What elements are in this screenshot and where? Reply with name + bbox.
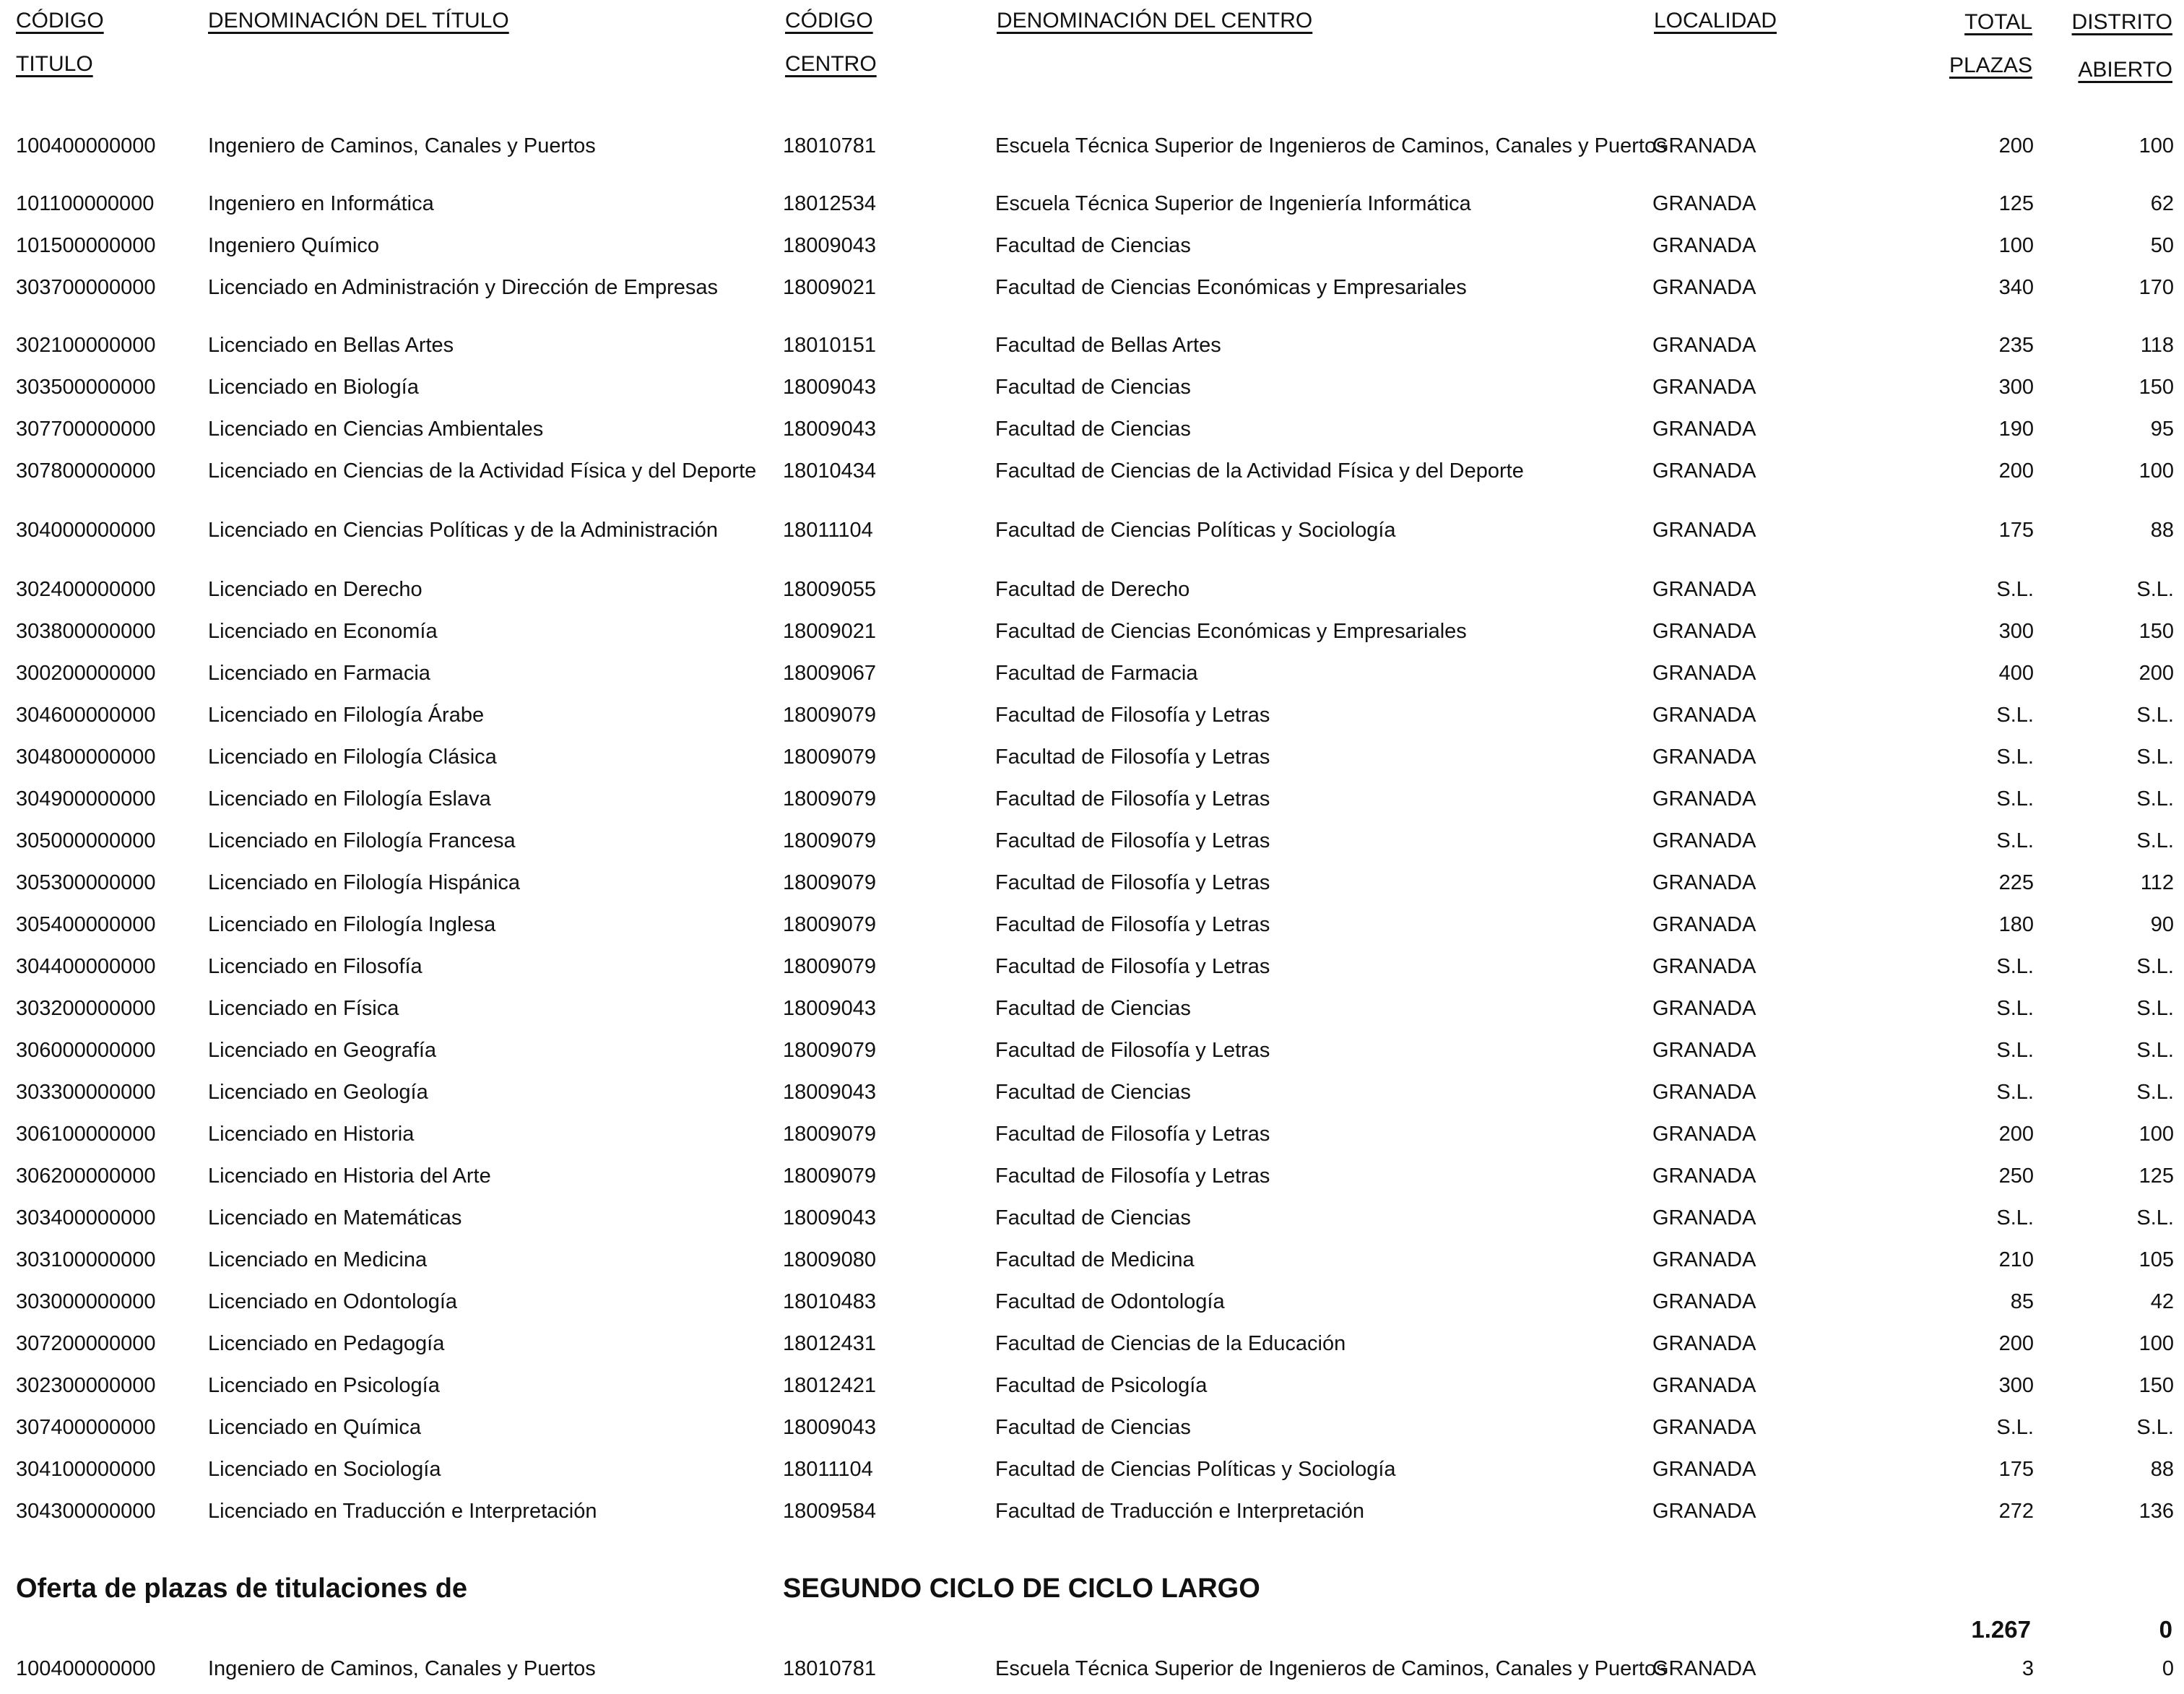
cell-denominacion-titulo: Licenciado en Derecho [208, 578, 422, 601]
header-total: TOTAL [1964, 10, 2032, 34]
cell-codigo-titulo: 304000000000 [16, 519, 156, 542]
cell-codigo-titulo: 303800000000 [16, 620, 156, 643]
cell-localidad: GRANADA [1652, 1206, 1756, 1230]
cell-distrito-abierto: S.L. [2136, 704, 2174, 727]
cell-total-plazas: 85 [2010, 1290, 2034, 1313]
cell-localidad: GRANADA [1652, 1164, 1756, 1188]
cell-total-plazas: 175 [1998, 519, 2034, 542]
cell-localidad: GRANADA [1652, 276, 1756, 299]
cell-total-plazas: 200 [1998, 459, 2034, 483]
cell-total-plazas: S.L. [1996, 997, 2034, 1020]
cell-denominacion-titulo: Licenciado en Economía [208, 620, 438, 643]
cell-codigo-centro: 18009043 [783, 1206, 877, 1230]
cell-total-plazas: 100 [1998, 234, 2034, 257]
cell-codigo-centro: 18009079 [783, 746, 877, 769]
cell-codigo-centro: 18012421 [783, 1374, 877, 1397]
cell-codigo-centro: 18011104 [783, 1458, 873, 1481]
header-denominacion-centro: DENOMINACIÓN DEL CENTRO [997, 9, 1313, 33]
cell-denominacion-titulo: Licenciado en Química [208, 1416, 421, 1439]
cell-distrito-abierto: S.L. [2136, 746, 2174, 769]
table-row [0, 1654, 2184, 1690]
cell-codigo-centro: 18009079 [783, 1164, 877, 1188]
cell-denominacion-centro: Facultad de Filosofía y Letras [995, 746, 1270, 769]
cell-denominacion-titulo: Licenciado en Odontología [208, 1290, 458, 1313]
cell-localidad: GRANADA [1652, 1123, 1756, 1146]
cell-denominacion-centro: Facultad de Ciencias Políticas y Sociología [995, 519, 1396, 542]
cell-denominacion-centro: Facultad de Filosofía y Letras [995, 913, 1270, 936]
header-total-line2: PLAZAS [1949, 53, 2032, 77]
cell-codigo-titulo: 303100000000 [16, 1248, 156, 1271]
cell-denominacion-titulo: Licenciado en Psicología [208, 1374, 440, 1397]
cell-denominacion-centro: Facultad de Ciencias [995, 1416, 1191, 1439]
table-row [0, 826, 2184, 863]
cell-codigo-titulo: 306000000000 [16, 1039, 156, 1062]
cell-codigo-titulo: 302100000000 [16, 334, 156, 357]
cell-localidad: GRANADA [1652, 829, 1756, 852]
cell-localidad: GRANADA [1652, 1374, 1756, 1397]
cell-distrito-abierto: 200 [2138, 662, 2174, 685]
cell-distrito-abierto: 170 [2138, 276, 2174, 299]
cell-total-plazas: 175 [1998, 1458, 2034, 1481]
cell-total-plazas: S.L. [1996, 704, 2034, 727]
cell-total-plazas: 200 [1998, 1332, 2034, 1355]
cell-localidad: GRANADA [1652, 997, 1756, 1020]
cell-codigo-centro: 18009079 [783, 1039, 877, 1062]
cell-codigo-centro: 18010781 [783, 1657, 877, 1680]
cell-localidad: GRANADA [1652, 459, 1756, 483]
cell-total-plazas: 200 [1998, 1123, 2034, 1146]
cell-total-plazas: 300 [1998, 376, 2034, 399]
cell-codigo-centro: 18009043 [783, 997, 877, 1020]
cell-distrito-abierto: 100 [2138, 134, 2174, 157]
cell-denominacion-titulo: Licenciado en Filología Inglesa [208, 913, 496, 936]
cell-denominacion-titulo: Licenciado en Farmacia [208, 662, 430, 685]
table-row [0, 659, 2184, 695]
cell-codigo-centro: 18009021 [783, 620, 877, 643]
cell-denominacion-centro: Facultad de Ciencias [995, 1081, 1191, 1104]
cell-localidad: GRANADA [1652, 1248, 1756, 1271]
cell-total-plazas: 300 [1998, 1374, 2034, 1397]
cell-denominacion-centro: Facultad de Ciencias de la Educación [995, 1332, 1346, 1355]
cell-total-plazas: S.L. [1996, 578, 2034, 601]
cell-codigo-titulo: 303700000000 [16, 276, 156, 299]
cell-denominacion-titulo: Licenciado en Bellas Artes [208, 334, 454, 357]
table-row [0, 189, 2184, 225]
cell-total-plazas: 125 [1998, 192, 2034, 215]
table-row [0, 1455, 2184, 1491]
cell-codigo-titulo: 303400000000 [16, 1206, 156, 1230]
cell-codigo-centro: 18009043 [783, 376, 877, 399]
cell-distrito-abierto: 62 [2150, 192, 2174, 215]
cell-localidad: GRANADA [1652, 787, 1756, 811]
cell-localidad: GRANADA [1652, 134, 1756, 157]
cell-denominacion-titulo: Ingeniero en Informática [208, 192, 434, 215]
cell-total-plazas: S.L. [1996, 787, 2034, 811]
cell-denominacion-titulo: Licenciado en Historia del Arte [208, 1164, 491, 1188]
cell-distrito-abierto: S.L. [2136, 1416, 2174, 1439]
table-row [0, 1413, 2184, 1449]
cell-denominacion-centro: Facultad de Filosofía y Letras [995, 1123, 1270, 1146]
cell-codigo-titulo: 302300000000 [16, 1374, 156, 1397]
cell-localidad: GRANADA [1652, 704, 1756, 727]
cell-localidad: GRANADA [1652, 620, 1756, 643]
cell-localidad: GRANADA [1652, 913, 1756, 936]
table-row [0, 1371, 2184, 1407]
cell-distrito-abierto: 100 [2138, 1332, 2174, 1355]
cell-codigo-centro: 18009067 [783, 662, 877, 685]
cell-distrito-abierto: S.L. [2136, 787, 2174, 811]
cell-denominacion-titulo: Licenciado en Filología Eslava [208, 787, 491, 811]
cell-codigo-titulo: 303000000000 [16, 1290, 156, 1313]
cell-codigo-titulo: 101100000000 [16, 192, 155, 215]
cell-codigo-titulo: 100400000000 [16, 134, 156, 157]
table-row [0, 743, 2184, 779]
cell-total-plazas: 400 [1998, 662, 2034, 685]
cell-codigo-centro: 18009080 [783, 1248, 877, 1271]
cell-codigo-centro: 18011104 [783, 519, 873, 542]
cell-codigo-titulo: 303200000000 [16, 997, 156, 1020]
cell-codigo-titulo: 304400000000 [16, 955, 156, 978]
cell-denominacion-centro: Facultad de Filosofía y Letras [995, 1164, 1270, 1188]
cell-denominacion-titulo: Ingeniero de Caminos, Canales y Puertos [208, 134, 596, 157]
cell-total-plazas: S.L. [1996, 1416, 2034, 1439]
cell-distrito-abierto: 118 [2140, 334, 2174, 357]
cell-distrito-abierto: S.L. [2136, 1081, 2174, 1104]
cell-codigo-centro: 18009079 [783, 787, 877, 811]
header-codigo-centro-line2: CENTRO [785, 52, 877, 76]
cell-codigo-centro: 18009055 [783, 578, 877, 601]
cell-codigo-centro: 18009021 [783, 276, 877, 299]
cell-denominacion-centro: Facultad de Ciencias [995, 997, 1191, 1020]
cell-localidad: GRANADA [1652, 578, 1756, 601]
table-row [0, 415, 2184, 451]
table-row [0, 273, 2184, 309]
header-denominacion-titulo: DENOMINACIÓN DEL TÍTULO [208, 9, 509, 33]
cell-codigo-centro: 18009079 [783, 871, 877, 894]
cell-denominacion-centro: Facultad de Filosofía y Letras [995, 829, 1270, 852]
cell-codigo-centro: 18009079 [783, 1123, 877, 1146]
cell-localidad: GRANADA [1652, 334, 1756, 357]
cell-codigo-titulo: 304300000000 [16, 1500, 156, 1523]
cell-total-plazas: S.L. [1996, 829, 2034, 852]
cell-distrito-abierto: 100 [2138, 459, 2174, 483]
cell-codigo-titulo: 304900000000 [16, 787, 156, 811]
cell-total-plazas: 3 [2022, 1657, 2034, 1680]
table-row [0, 1078, 2184, 1114]
cell-localidad: GRANADA [1652, 1500, 1756, 1523]
cell-distrito-abierto: 88 [2150, 1458, 2174, 1481]
cell-codigo-titulo: 307700000000 [16, 418, 156, 441]
cell-codigo-centro: 18009079 [783, 829, 877, 852]
table-row [0, 1036, 2184, 1072]
cell-localidad: GRANADA [1652, 1416, 1756, 1439]
cell-denominacion-centro: Facultad de Ciencias [995, 234, 1191, 257]
cell-denominacion-titulo: Licenciado en Geografía [208, 1039, 436, 1062]
cell-codigo-centro: 18010483 [783, 1290, 877, 1313]
cell-denominacion-centro: Facultad de Ciencias de la Actividad Física y del Deporte [995, 459, 1524, 483]
cell-codigo-centro: 18010434 [783, 459, 877, 483]
cell-denominacion-titulo: Ingeniero de Caminos, Canales y Puertos [208, 1657, 596, 1680]
cell-denominacion-centro: Facultad de Ciencias Económicas y Empresariales [995, 620, 1467, 643]
cell-denominacion-titulo: Licenciado en Ciencias de la Actividad Física y del Deporte [208, 459, 757, 483]
cell-distrito-abierto: 150 [2138, 376, 2174, 399]
cell-codigo-titulo: 303500000000 [16, 376, 156, 399]
cell-localidad: GRANADA [1652, 955, 1756, 978]
cell-total-plazas: 180 [1998, 913, 2034, 936]
cell-localidad: GRANADA [1652, 519, 1756, 542]
cell-codigo-centro: 18010781 [783, 134, 877, 157]
cell-total-plazas: 225 [1998, 871, 2034, 894]
table-row [0, 785, 2184, 821]
table-row [0, 994, 2184, 1030]
cell-total-plazas: 272 [1998, 1500, 2034, 1523]
cell-denominacion-titulo: Licenciado en Geología [208, 1081, 428, 1104]
total-distrito-sum: 0 [2159, 1616, 2172, 1643]
cell-denominacion-centro: Facultad de Farmacia [995, 662, 1198, 685]
table-row [0, 617, 2184, 653]
cell-total-plazas: 200 [1998, 134, 2034, 157]
cell-denominacion-titulo: Licenciado en Filología Hispánica [208, 871, 521, 894]
cell-codigo-titulo: 307800000000 [16, 459, 156, 483]
cell-distrito-abierto: 105 [2138, 1248, 2174, 1271]
table-row [0, 1287, 2184, 1323]
cell-codigo-titulo: 304800000000 [16, 746, 156, 769]
cell-codigo-titulo: 304100000000 [16, 1458, 156, 1481]
cell-denominacion-centro: Facultad de Filosofía y Letras [995, 1039, 1270, 1062]
cell-denominacion-titulo: Licenciado en Filología Francesa [208, 829, 516, 852]
cell-codigo-titulo: 100400000000 [16, 1657, 156, 1680]
cell-denominacion-titulo: Ingeniero Químico [208, 234, 379, 257]
cell-denominacion-titulo: Licenciado en Filología Clásica [208, 746, 497, 769]
cell-denominacion-centro: Facultad de Ciencias [995, 418, 1191, 441]
table-row [0, 575, 2184, 611]
cell-denominacion-titulo: Licenciado en Física [208, 997, 399, 1020]
cell-distrito-abierto: 150 [2138, 620, 2174, 643]
cell-codigo-titulo: 306100000000 [16, 1123, 156, 1146]
cell-denominacion-centro: Facultad de Ciencias [995, 1206, 1191, 1230]
cell-codigo-titulo: 305000000000 [16, 829, 156, 852]
cell-distrito-abierto: S.L. [2136, 1206, 2174, 1230]
cell-denominacion-centro: Facultad de Ciencias [995, 376, 1191, 399]
table-row [0, 701, 2184, 737]
header-localidad: LOCALIDAD [1654, 9, 1777, 33]
cell-total-plazas: 340 [1998, 276, 2034, 299]
cell-localidad: GRANADA [1652, 418, 1756, 441]
cell-denominacion-centro: Facultad de Filosofía y Letras [995, 955, 1270, 978]
cell-codigo-titulo: 302400000000 [16, 578, 156, 601]
table-row [0, 868, 2184, 904]
cell-denominacion-titulo: Licenciado en Filología Árabe [208, 704, 485, 727]
cell-denominacion-centro: Facultad de Ciencias Políticas y Sociología [995, 1458, 1396, 1481]
table-row [0, 1120, 2184, 1156]
cell-total-plazas: S.L. [1996, 1039, 2034, 1062]
cell-denominacion-centro: Escuela Técnica Superior de Ingeniería Informática [995, 192, 1471, 215]
table-row [0, 131, 2184, 168]
cell-denominacion-centro: Facultad de Medicina [995, 1248, 1195, 1271]
cell-distrito-abierto: 95 [2150, 418, 2174, 441]
cell-total-plazas: 235 [1998, 334, 2034, 357]
cell-distrito-abierto: S.L. [2136, 829, 2174, 852]
cell-codigo-titulo: 101500000000 [16, 234, 156, 257]
cell-codigo-titulo: 306200000000 [16, 1164, 156, 1188]
cell-codigo-titulo: 307400000000 [16, 1416, 156, 1439]
table-row [0, 1497, 2184, 1533]
cell-total-plazas: S.L. [1996, 1081, 2034, 1104]
cell-codigo-centro: 18012534 [783, 192, 877, 215]
cell-distrito-abierto: S.L. [2136, 997, 2174, 1020]
cell-localidad: GRANADA [1652, 192, 1756, 215]
cell-denominacion-centro: Facultad de Filosofía y Letras [995, 704, 1270, 727]
cell-denominacion-centro: Facultad de Odontología [995, 1290, 1225, 1313]
cell-distrito-abierto: 90 [2150, 913, 2174, 936]
cell-distrito-abierto: S.L. [2136, 1039, 2174, 1062]
header-distrito-line2: ABIERTO [2078, 58, 2172, 82]
cell-denominacion-centro: Escuela Técnica Superior de Ingenieros de Caminos, Canales y Puertos [995, 1657, 1667, 1680]
cell-denominacion-titulo: Licenciado en Pedagogía [208, 1332, 445, 1355]
table-row [0, 516, 2184, 552]
cell-localidad: GRANADA [1652, 871, 1756, 894]
cell-localidad: GRANADA [1652, 1458, 1756, 1481]
table-row [0, 1245, 2184, 1282]
cell-denominacion-titulo: Licenciado en Ciencias Ambientales [208, 418, 544, 441]
cell-denominacion-titulo: Licenciado en Biología [208, 376, 419, 399]
cell-codigo-centro: 18009043 [783, 1081, 877, 1104]
cell-localidad: GRANADA [1652, 746, 1756, 769]
table-row [0, 231, 2184, 267]
header-distrito: DISTRITO [2071, 10, 2172, 34]
cell-distrito-abierto: 150 [2138, 1374, 2174, 1397]
cell-codigo-centro: 18009584 [783, 1500, 877, 1523]
cell-localidad: GRANADA [1652, 1290, 1756, 1313]
cell-total-plazas: S.L. [1996, 955, 2034, 978]
cell-denominacion-centro: Facultad de Traducción e Interpretación [995, 1500, 1365, 1523]
section-title-right: SEGUNDO CICLO DE CICLO LARGO [783, 1573, 1260, 1604]
cell-codigo-centro: 18009043 [783, 234, 877, 257]
cell-denominacion-titulo: Licenciado en Traducción e Interpretación [208, 1500, 597, 1523]
cell-distrito-abierto: 88 [2150, 519, 2174, 542]
cell-localidad: GRANADA [1652, 662, 1756, 685]
cell-localidad: GRANADA [1652, 1081, 1756, 1104]
cell-distrito-abierto: 125 [2138, 1164, 2174, 1188]
cell-codigo-titulo: 305400000000 [16, 913, 156, 936]
cell-denominacion-titulo: Licenciado en Medicina [208, 1248, 428, 1271]
cell-codigo-titulo: 307200000000 [16, 1332, 156, 1355]
total-plazas-sum: 1.267 [1971, 1616, 2031, 1643]
cell-denominacion-titulo: Licenciado en Administración y Dirección de Empresas [208, 276, 719, 299]
table-row [0, 910, 2184, 946]
cell-denominacion-centro: Facultad de Bellas Artes [995, 334, 1221, 357]
table-row [0, 1162, 2184, 1198]
cell-distrito-abierto: S.L. [2136, 578, 2174, 601]
cell-distrito-abierto: 136 [2138, 1500, 2174, 1523]
cell-total-plazas: 210 [1998, 1248, 2034, 1271]
cell-total-plazas: 250 [1998, 1164, 2034, 1188]
cell-distrito-abierto: 112 [2140, 871, 2174, 894]
cell-denominacion-titulo: Licenciado en Filosofía [208, 955, 422, 978]
table-row [0, 373, 2184, 409]
cell-codigo-centro: 18009043 [783, 418, 877, 441]
cell-denominacion-centro: Facultad de Psicología [995, 1374, 1208, 1397]
cell-localidad: GRANADA [1652, 376, 1756, 399]
cell-total-plazas: 300 [1998, 620, 2034, 643]
cell-codigo-centro: 18009079 [783, 704, 877, 727]
cell-denominacion-centro: Facultad de Derecho [995, 578, 1190, 601]
cell-distrito-abierto: S.L. [2136, 955, 2174, 978]
cell-localidad: GRANADA [1652, 234, 1756, 257]
table-row [0, 1203, 2184, 1240]
cell-distrito-abierto: 42 [2150, 1290, 2174, 1313]
cell-denominacion-titulo: Licenciado en Matemáticas [208, 1206, 462, 1230]
table-row [0, 952, 2184, 988]
cell-denominacion-titulo: Licenciado en Sociología [208, 1458, 441, 1481]
cell-distrito-abierto: 50 [2150, 234, 2174, 257]
cell-codigo-centro: 18010151 [783, 334, 877, 357]
cell-denominacion-titulo: Licenciado en Ciencias Políticas y de la Administración [208, 519, 719, 542]
cell-codigo-titulo: 305300000000 [16, 871, 156, 894]
cell-denominacion-titulo: Licenciado en Historia [208, 1123, 415, 1146]
cell-total-plazas: S.L. [1996, 1206, 2034, 1230]
cell-codigo-centro: 18009079 [783, 955, 877, 978]
cell-codigo-titulo: 303300000000 [16, 1081, 156, 1104]
header-codigo-titulo-line2: TITULO [16, 52, 93, 76]
cell-localidad: GRANADA [1652, 1332, 1756, 1355]
cell-codigo-titulo: 304600000000 [16, 704, 156, 727]
table-row [0, 457, 2184, 493]
cell-denominacion-centro: Facultad de Ciencias Económicas y Empresariales [995, 276, 1467, 299]
cell-distrito-abierto: 100 [2138, 1123, 2174, 1146]
cell-codigo-centro: 18009079 [783, 913, 877, 936]
table-row [0, 331, 2184, 367]
section-title-left: Oferta de plazas de titulaciones de [16, 1573, 468, 1604]
cell-total-plazas: S.L. [1996, 746, 2034, 769]
cell-total-plazas: 190 [1998, 418, 2034, 441]
header-codigo-centro: CÓDIGO [785, 9, 873, 33]
cell-localidad: GRANADA [1652, 1657, 1756, 1680]
header-codigo-titulo: CÓDIGO [16, 9, 104, 33]
cell-denominacion-centro: Facultad de Filosofía y Letras [995, 871, 1270, 894]
cell-codigo-titulo: 300200000000 [16, 662, 156, 685]
cell-codigo-centro: 18012431 [783, 1332, 877, 1355]
table-row [0, 1329, 2184, 1365]
cell-denominacion-centro: Facultad de Filosofía y Letras [995, 787, 1270, 811]
cell-codigo-centro: 18009043 [783, 1416, 877, 1439]
cell-denominacion-centro: Escuela Técnica Superior de Ingenieros de Caminos, Canales y Puertos [995, 134, 1667, 157]
cell-distrito-abierto: 0 [2162, 1657, 2174, 1680]
cell-localidad: GRANADA [1652, 1039, 1756, 1062]
